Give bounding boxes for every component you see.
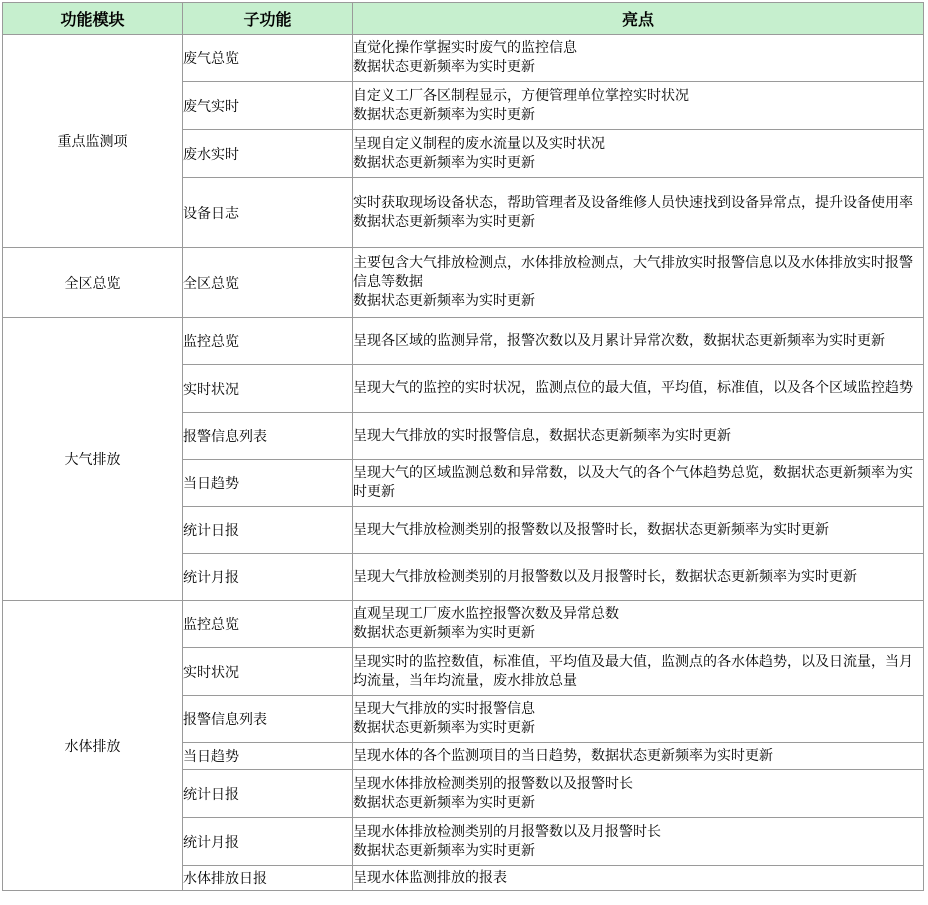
header-row: [3, 3, 924, 35]
highlight-line: 呈现实时的监控数值，标准值，平均值及最大值，监测点的各水体趋势，以及日流量，当月均流量，当年均流量，废水排放总量: [353, 653, 913, 689]
highlight-cell: [353, 696, 924, 743]
module-cell: 大气排放: [3, 318, 183, 601]
highlight-line: 呈现水体排放检测类别的月报警数以及月报警时长: [353, 823, 661, 840]
sub-function-cell: 监控总览: [183, 601, 353, 648]
highlight-cell: [353, 248, 924, 318]
module-cell: 全区总览: [3, 248, 183, 318]
highlight-line: 数据状态更新频率为实时更新: [353, 720, 535, 736]
highlight-line: 呈现大气的监控的实时状况，监测点位的最大值，平均值，标准值，以及各个区域监控趋势: [353, 380, 913, 396]
header-highlight: 亮点: [353, 3, 924, 35]
highlight-cell: [353, 507, 924, 554]
module-cell: 重点监测项: [3, 35, 183, 248]
highlight-line: 呈现自定义制程的废水流量以及实时状况: [353, 135, 605, 152]
highlight-line: 数据状态更新频率为实时更新: [353, 794, 535, 811]
sub-function-cell: 报警信息列表: [183, 696, 353, 743]
highlight-line: 呈现大气排放检测类别的报警数以及报警时长，数据状态更新频率为实时更新: [353, 521, 829, 538]
highlight-line: 实时获取现场设备状态，帮助管理者及设备维修人员快速找到设备异常点，提升设备使用率: [353, 194, 913, 211]
highlight-line: 直观呈现工厂废水监控报警次数及异常总数: [353, 606, 619, 622]
highlight-cell: [353, 743, 924, 770]
sub-function-cell: 水体排放日报: [183, 866, 353, 891]
highlight-cell: [353, 413, 924, 460]
sub-function-cell: 统计日报: [183, 770, 353, 818]
highlight-cell: [353, 770, 924, 818]
highlight-line: 数据状态更新频率为实时更新: [353, 59, 535, 75]
sub-function-cell: 设备日志: [183, 178, 353, 248]
table-row: [3, 601, 924, 648]
highlight-cell: [353, 130, 924, 178]
sub-function-cell: 全区总览: [183, 248, 353, 318]
highlight-line: 数据状态更新频率为实时更新: [353, 293, 535, 309]
highlight-cell: [353, 460, 924, 507]
highlight-line: 呈现水体监测排放的报表: [353, 869, 507, 886]
highlight-line: 自定义工厂各区制程显示，方便管理单位掌控实时状况: [353, 87, 689, 104]
highlight-line: 呈现水体的各个监测项目的当日趋势，数据状态更新频率为实时更新: [353, 747, 773, 764]
highlight-cell: [353, 554, 924, 601]
highlight-cell: [353, 866, 924, 891]
sub-function-cell: 废气实时: [183, 82, 353, 130]
highlight-cell: [353, 365, 924, 413]
sub-function-cell: 废气总览: [183, 35, 353, 82]
highlight-line: 呈现各区域的监测异常，报警次数以及月累计异常次数，数据状态更新频率为实时更新: [353, 332, 885, 349]
table-body: [3, 35, 924, 891]
feature-table: [2, 2, 924, 891]
highlight-cell: [353, 318, 924, 365]
highlight-cell: [353, 601, 924, 648]
sub-function-cell: 当日趋势: [183, 460, 353, 507]
highlight-cell: [353, 818, 924, 866]
table-row: [3, 35, 924, 82]
highlight-cell: [353, 178, 924, 248]
sub-function-cell: 实时状况: [183, 648, 353, 696]
highlight-line: 呈现水体排放检测类别的报警数以及报警时长: [353, 775, 633, 792]
highlight-line: 呈现大气排放的实时报警信息: [353, 701, 535, 717]
module-cell: 水体排放: [3, 601, 183, 891]
table-row: [3, 248, 924, 318]
highlight-line: 数据状态更新频率为实时更新: [353, 842, 535, 859]
sub-function-cell: 统计月报: [183, 818, 353, 866]
sub-function-cell: 监控总览: [183, 318, 353, 365]
highlight-line: 呈现大气的区域监测总数和异常数，以及大气的各个气体趋势总览，数据状态更新频率为实时更新: [353, 465, 913, 500]
highlight-line: 数据状态更新频率为实时更新: [353, 154, 535, 171]
sub-function-cell: 统计日报: [183, 507, 353, 554]
highlight-line: 数据状态更新频率为实时更新: [353, 213, 535, 230]
highlight-line: 呈现大气排放的实时报警信息，数据状态更新频率为实时更新: [353, 427, 731, 444]
table-row: [3, 318, 924, 365]
sub-function-cell: 实时状况: [183, 365, 353, 413]
highlight-line: 呈现大气排放检测类别的月报警数以及月报警时长，数据状态更新频率为实时更新: [353, 568, 857, 585]
sub-function-cell: 报警信息列表: [183, 413, 353, 460]
header-sub-function: 子功能: [183, 3, 353, 35]
highlight-line: 数据状态更新频率为实时更新: [353, 625, 535, 641]
highlight-cell: [353, 82, 924, 130]
highlight-line: 数据状态更新频率为实时更新: [353, 106, 535, 123]
sub-function-cell: 统计月报: [183, 554, 353, 601]
highlight-line: 主要包含大气排放检测点，水体排放检测点，大气排放实时报警信息以及水体排放实时报警信息等数据: [353, 255, 913, 290]
highlight-line: 直觉化操作掌握实时废气的监控信息: [353, 40, 577, 56]
sub-function-cell: 废水实时: [183, 130, 353, 178]
highlight-cell: [353, 35, 924, 82]
sub-function-cell: 当日趋势: [183, 743, 353, 770]
header-module: 功能模块: [3, 3, 183, 35]
highlight-cell: [353, 648, 924, 696]
